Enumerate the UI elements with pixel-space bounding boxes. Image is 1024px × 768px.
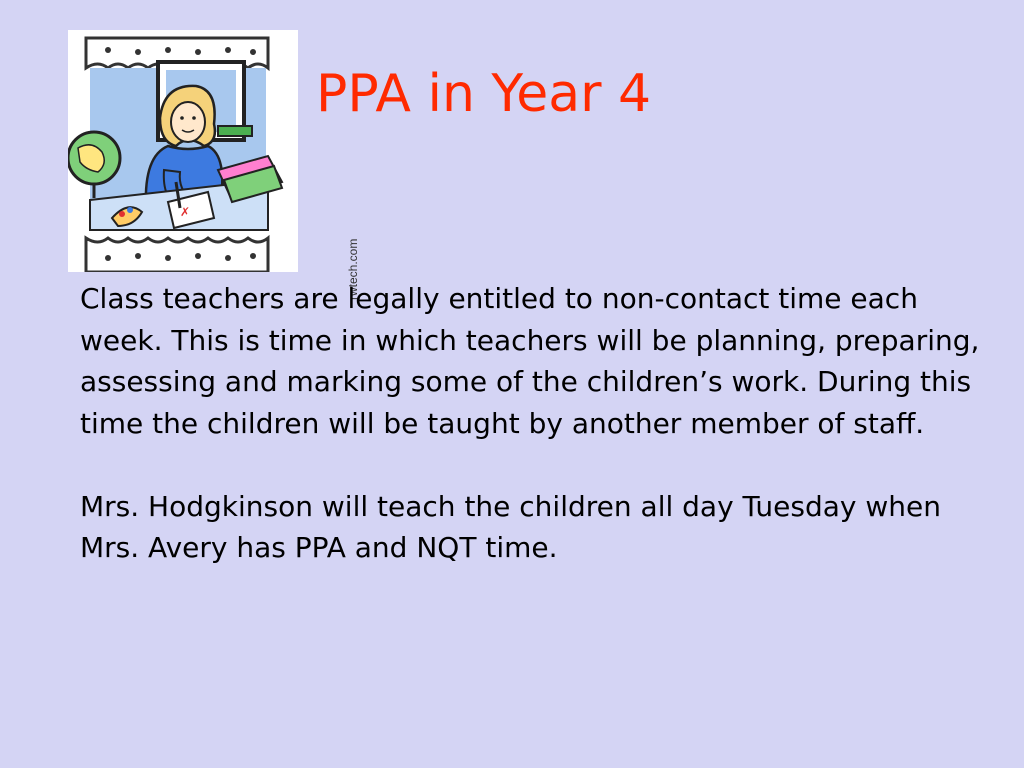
clipart-watermark: rwtech.com [346,238,360,300]
slide-title: PPA in Year 4 [316,64,652,124]
slide-body [80,278,980,569]
svg-text:✗: ✗ [180,205,191,219]
body-paragraph-ppa-explanation: Class teachers are legally entitled to non-contact time each week. This is time in which teachers will be planning, preparing, assessing and marking some of the children’s work. During this time the children will be taught by another member of staff. [80,282,980,440]
teacher-clipart-drawing [68,30,298,272]
body-paragraph-cover-teacher: Mrs. Hodgkinson will teach the children all day Tuesday when Mrs. Avery has PPA and NQT time. [80,489,941,564]
teacher-marking-clipart-icon [68,30,360,300]
